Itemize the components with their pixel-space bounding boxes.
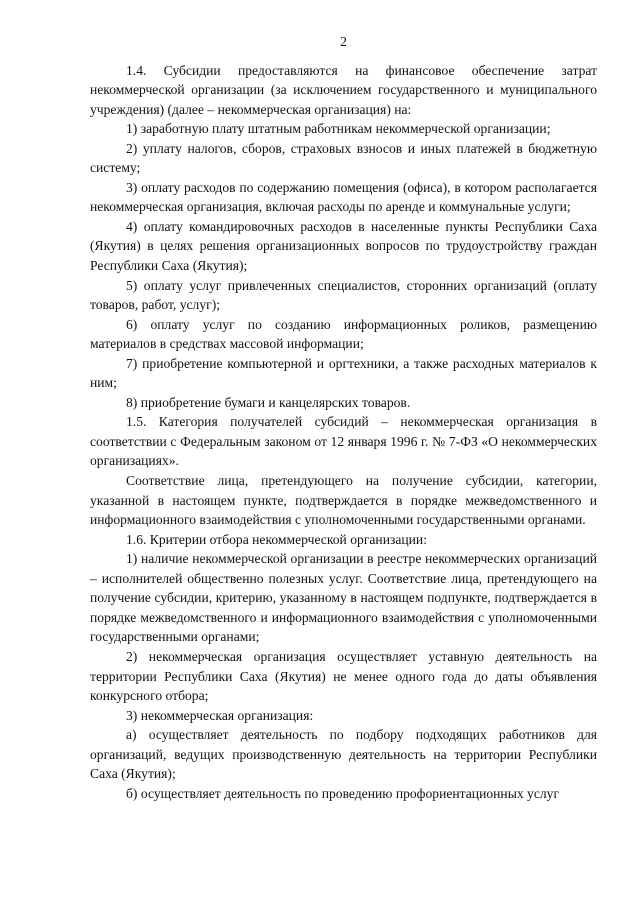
list-item-equipment: 7) приобретение компьютерной и оргтехники, а также расходных материалов к ним; bbox=[90, 355, 597, 391]
criteria-item-activity: 2) некоммерческая организация осуществляет уставную деятельность на территории Республики Саха (Якутия) не менее одного года до даты объявления конкурсного отбора; bbox=[90, 648, 597, 704]
page-number: 2 bbox=[340, 34, 347, 49]
criteria-item-registry: 1) наличие некоммерческой организации в реестре некоммерческих организаций – исполнителей общественно полезных услуг. Соответствие лица, претендующего на получение субсидии, критерию, указанному в настоящем подпункте, подтверждается в порядке межведомственного и информационного взаимодействия с уполномоченными государственными органами; bbox=[90, 551, 597, 645]
list-item-office: 3) оплату расходов по содержанию помещения (офиса), в котором располагается некоммерческая организация, включая расходы по аренде и коммунальные услуги; bbox=[90, 179, 597, 215]
list-item-salary: 1) заработную плату штатным работникам некоммерческой организации; bbox=[126, 121, 551, 137]
paragraph-1-4: 1.4. Субсидии предоставляются на финансовое обеспечение затрат некоммерческой организации (за исключением государственного и муниципального учреждения) (далее – некоммерческая организация) на: bbox=[90, 62, 597, 117]
paragraph-category-compliance: Соответствие лица, претендующего на получение субсидии, категории, указанной в настоящем пункте, подтверждается в порядке межведомственного и информационного взаимодействия с уполномоченными государственными органами. bbox=[90, 473, 597, 528]
list-item-stationery: 8) приобретение бумаги и канцелярских товаров. bbox=[126, 394, 411, 410]
list-item-specialists: 5) оплату услуг привлеченных специалистов, сторонних организаций (оплату товаров, работ, услуг); bbox=[90, 277, 597, 313]
paragraph-1-6: 1.6. Критерии отбора некоммерческой организации: bbox=[126, 531, 427, 547]
document-page bbox=[90, 32, 597, 803]
criteria-subitem-b: б) осуществляет деятельность по проведению профориентационных услуг bbox=[126, 785, 560, 801]
criteria-item-organization: 3) некоммерческая организация: bbox=[126, 707, 314, 723]
list-item-travel: 4) оплату командировочных расходов в населенные пункты Республики Саха (Якутия) в целях решения организационных вопросов по трудоустройству граждан Республики Саха (Якутия); bbox=[90, 218, 597, 274]
paragraph-1-5: 1.5. Категория получателей субсидий – некоммерческая организация в соответствии с Федеральным законом от 12 января 1996 г. № 7-ФЗ «О некоммерческих организациях». bbox=[90, 414, 597, 469]
list-item-taxes: 2) уплату налогов, сборов, страховых взносов и иных платежей в бюджетную систему; bbox=[90, 140, 597, 176]
list-item-media: 6) оплату услуг по созданию информационных роликов, размещению материалов в средствах массовой информации; bbox=[90, 316, 597, 352]
criteria-subitem-a: а) осуществляет деятельность по подбору подходящих работников для организаций, ведущих производственную деятельность на территории Республики Саха (Якутия); bbox=[90, 727, 597, 782]
